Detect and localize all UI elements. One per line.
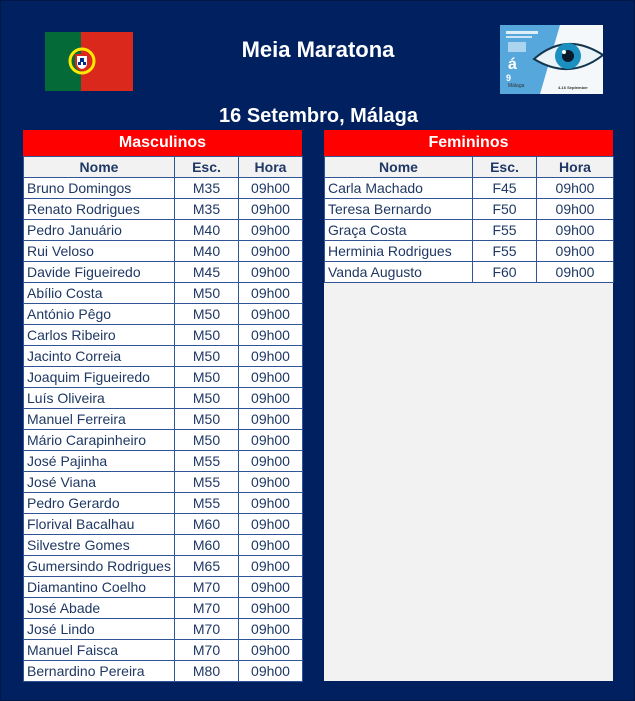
svg-text:á: á (508, 56, 517, 73)
hora-cell: 09h00 (239, 367, 303, 388)
hora-cell: 09h00 (239, 388, 303, 409)
hora-cell: 09h00 (239, 514, 303, 535)
hora-cell: 09h00 (239, 661, 303, 682)
name-cell: Davide Figueiredo (24, 262, 175, 283)
name-cell: Manuel Ferreira (24, 409, 175, 430)
name-cell: António Pêgo (24, 304, 175, 325)
esc-cell: F45 (473, 178, 537, 199)
table-row (24, 430, 303, 451)
column-header-nome: Nome (325, 157, 473, 178)
masculinos-table (23, 156, 303, 682)
name-cell: Graça Costa (325, 220, 473, 241)
table-row (24, 304, 303, 325)
esc-cell: M50 (175, 346, 239, 367)
masculinos-header: Masculinos (23, 130, 302, 156)
hora-cell: 09h00 (239, 493, 303, 514)
esc-cell: M70 (175, 598, 239, 619)
name-cell: Jacinto Correia (24, 346, 175, 367)
table-row (24, 535, 303, 556)
table-row (24, 556, 303, 577)
hora-cell: 09h00 (537, 178, 614, 199)
table-row (325, 262, 614, 283)
name-cell: Mário Carapinheiro (24, 430, 175, 451)
esc-cell: M70 (175, 619, 239, 640)
esc-cell: M50 (175, 325, 239, 346)
table-row (24, 493, 303, 514)
esc-cell: M50 (175, 409, 239, 430)
femininos-header-row (325, 157, 614, 178)
table-row (24, 220, 303, 241)
table-row (24, 640, 303, 661)
esc-cell: M80 (175, 661, 239, 682)
name-cell: José Lindo (24, 619, 175, 640)
esc-cell: M50 (175, 304, 239, 325)
hora-cell: 09h00 (239, 409, 303, 430)
table-row (24, 409, 303, 430)
column-header-hora: Hora (537, 157, 614, 178)
femininos-table (324, 156, 614, 283)
table-row (24, 661, 303, 682)
poster-logo-text: Málaga (508, 83, 525, 89)
name-cell: Joaquim Figueiredo (24, 367, 175, 388)
table-row (24, 199, 303, 220)
hora-cell: 09h00 (239, 220, 303, 241)
table-row (325, 241, 614, 262)
esc-cell: M55 (175, 472, 239, 493)
esc-cell: M45 (175, 262, 239, 283)
hora-cell: 09h00 (239, 304, 303, 325)
hora-cell: 09h00 (537, 199, 614, 220)
column-header-nome: Nome (24, 157, 175, 178)
hora-cell: 09h00 (239, 451, 303, 472)
esc-cell: M50 (175, 283, 239, 304)
name-cell: Silvestre Gomes (24, 535, 175, 556)
esc-cell: F60 (473, 262, 537, 283)
svg-text:9: 9 (506, 73, 512, 83)
name-cell: Bernardino Pereira (24, 661, 175, 682)
esc-cell: M35 (175, 199, 239, 220)
name-cell: Gumersindo Rodrigues (24, 556, 175, 577)
column-header-esc: Esc. (473, 157, 537, 178)
esc-cell: M40 (175, 241, 239, 262)
femininos-panel (324, 130, 613, 681)
hora-cell: 09h00 (537, 262, 614, 283)
eye-poster-icon (500, 25, 603, 94)
esc-cell: M50 (175, 388, 239, 409)
table-row (325, 178, 614, 199)
esc-cell: F55 (473, 241, 537, 262)
name-cell: Pedro Januário (24, 220, 175, 241)
page-title: Meia Maratona (241, 37, 395, 62)
page-subtitle: 16 Setembro, Málaga (219, 105, 418, 127)
table-row (24, 346, 303, 367)
hora-cell: 09h00 (239, 640, 303, 661)
name-cell: José Viana (24, 472, 175, 493)
table-row (24, 367, 303, 388)
poster-caption: 4-16 September (558, 85, 588, 90)
table-row (24, 262, 303, 283)
hora-cell: 09h00 (239, 346, 303, 367)
femininos-header: Femininos (324, 130, 613, 156)
name-cell: José Abade (24, 598, 175, 619)
table-row (24, 472, 303, 493)
esc-cell: M70 (175, 640, 239, 661)
name-cell: Carla Machado (325, 178, 473, 199)
esc-cell: M35 (175, 178, 239, 199)
hora-cell: 09h00 (239, 556, 303, 577)
hora-cell: 09h00 (537, 220, 614, 241)
hora-cell: 09h00 (239, 430, 303, 451)
name-cell: Bruno Domingos (24, 178, 175, 199)
table-row (24, 325, 303, 346)
table-row (24, 241, 303, 262)
hora-cell: 09h00 (239, 262, 303, 283)
table-row (24, 283, 303, 304)
name-cell: José Pajinha (24, 451, 175, 472)
masculinos-panel (23, 130, 302, 681)
coat-of-arms-icon (67, 46, 97, 76)
esc-cell: M50 (175, 367, 239, 388)
table-row (24, 388, 303, 409)
name-cell: Renato Rodrigues (24, 199, 175, 220)
esc-cell: M70 (175, 577, 239, 598)
table-row (24, 619, 303, 640)
hora-cell: 09h00 (239, 199, 303, 220)
table-row (325, 199, 614, 220)
esc-cell: M60 (175, 535, 239, 556)
table-row (24, 514, 303, 535)
hora-cell: 09h00 (239, 577, 303, 598)
column-header-hora: Hora (239, 157, 303, 178)
table-row (24, 451, 303, 472)
name-cell: Florival Bacalhau (24, 514, 175, 535)
esc-cell: M40 (175, 220, 239, 241)
hora-cell: 09h00 (239, 619, 303, 640)
name-cell: Pedro Gerardo (24, 493, 175, 514)
name-cell: Carlos Ribeiro (24, 325, 175, 346)
name-cell: Vanda Augusto (325, 262, 473, 283)
hora-cell: 09h00 (239, 178, 303, 199)
column-header-esc: Esc. (175, 157, 239, 178)
table-row (24, 178, 303, 199)
hora-cell: 09h00 (239, 283, 303, 304)
name-cell: Luís Oliveira (24, 388, 175, 409)
hora-cell: 09h00 (239, 598, 303, 619)
hora-cell: 09h00 (239, 241, 303, 262)
esc-cell: F50 (473, 199, 537, 220)
esc-cell: M55 (175, 451, 239, 472)
table-row (325, 220, 614, 241)
table-row (24, 598, 303, 619)
esc-cell: M65 (175, 556, 239, 577)
name-cell: Diamantino Coelho (24, 577, 175, 598)
esc-cell: M60 (175, 514, 239, 535)
name-cell: Rui Veloso (24, 241, 175, 262)
hora-cell: 09h00 (239, 325, 303, 346)
name-cell: Abílio Costa (24, 283, 175, 304)
masculinos-header-row (24, 157, 303, 178)
name-cell: Teresa Bernardo (325, 199, 473, 220)
hora-cell: 09h00 (537, 241, 614, 262)
portugal-flag-icon (45, 32, 133, 91)
hora-cell: 09h00 (239, 472, 303, 493)
esc-cell: F55 (473, 220, 537, 241)
name-cell: Manuel Faisca (24, 640, 175, 661)
esc-cell: M55 (175, 493, 239, 514)
name-cell: Herminia Rodrigues (325, 241, 473, 262)
hora-cell: 09h00 (239, 535, 303, 556)
table-row (24, 577, 303, 598)
esc-cell: M50 (175, 430, 239, 451)
